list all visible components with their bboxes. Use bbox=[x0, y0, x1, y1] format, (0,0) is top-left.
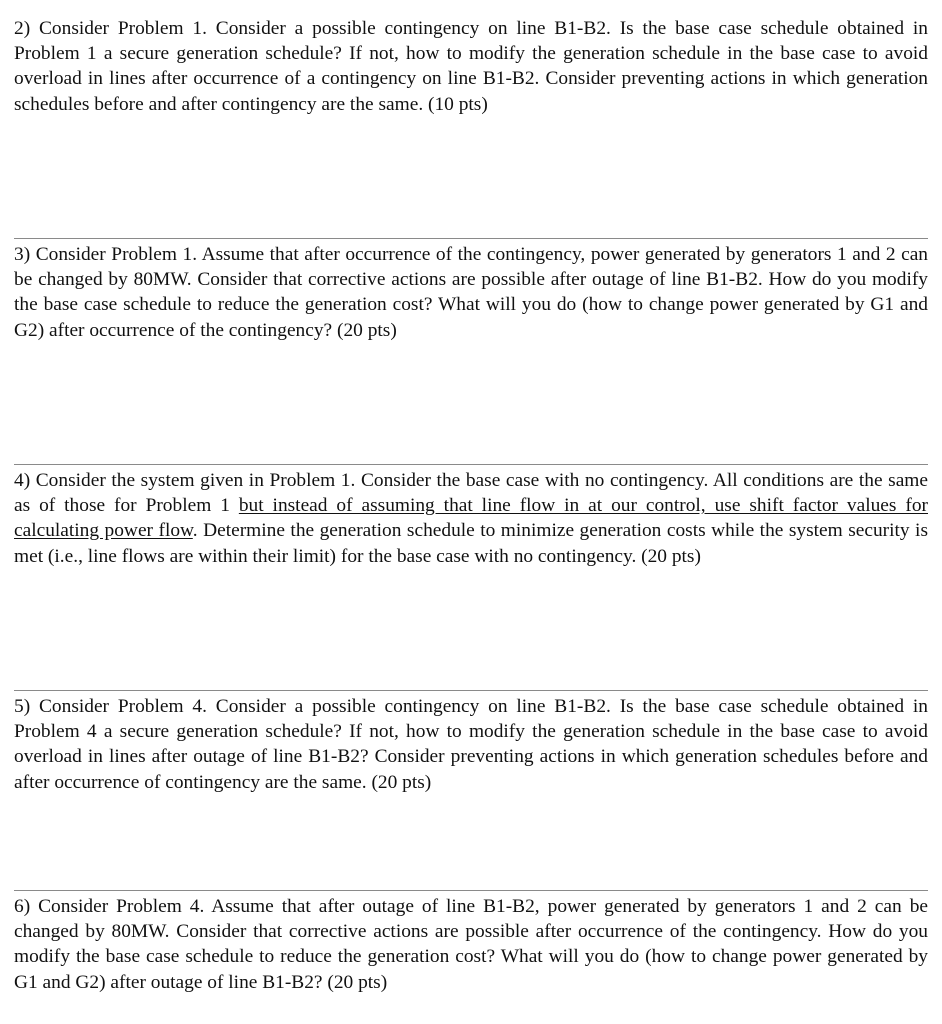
separator-line bbox=[14, 238, 928, 239]
problem-3-text: 3) Consider Problem 1. Assume that after occurrence of the contingency, power generated by generators 1 and 2 can be changed by 80MW. Consider that corrective actions are possible after outage of line B1-B2. How do you modify the base case schedule to reduce the generation cost? What will you do (how to change power generated by G1 and G2) after occurrence of the contingency? (20 pts) bbox=[14, 244, 928, 341]
separator-line bbox=[14, 890, 928, 891]
problem-4-text bbox=[14, 468, 928, 569]
separator-line bbox=[14, 464, 928, 465]
problem-4-underlined-text: but instead of assuming that line flow in at our control, use shift factor values for calculating power flow bbox=[14, 495, 928, 542]
problem-5-text: 5) Consider Problem 4. Consider a possible contingency on line B1-B2. Is the base case schedule obtained in Problem 4 a secure generation schedule? If not, how to modify the generation schedule in the base case to avoid overload in lines after outage of line B1-B2? Consider preventing actions in which generation schedules before and after occurrence of contingency are the same. (20 pts) bbox=[14, 696, 928, 793]
problem-2-text: 2) Consider Problem 1. Consider a possible contingency on line B1-B2. Is the base case schedule obtained in Problem 1 a secure generation schedule? If not, how to modify the generation schedule in the base case to avoid overload in lines after occurrence of a contingency on line B1-B2. Consider preventing actions in which generation schedules before and after contingency are the same. (10 pts) bbox=[14, 18, 928, 115]
problem-4-text-before: 4) Consider the system given in Problem 1. Consider the base case with no contingency. All conditions are the same as of those for Problem 1 bbox=[14, 470, 928, 517]
problem-6-text: 6) Consider Problem 4. Assume that after outage of line B1-B2, power generated by generators 1 and 2 can be changed by 80MW. Consider that corrective actions are possible after occurrence of the contingency. How do you modify the base case schedule to reduce the generation cost? What will you do (how to change power generated by G1 and G2) after outage of line B1-B2? (20 pts) bbox=[14, 896, 928, 993]
problem-4-text-after: . Determine the generation schedule to minimize generation costs while the system security is met (i.e., line flows are within their limit) for the base case with no contingency. (20 pts) bbox=[14, 520, 928, 567]
separator-line bbox=[14, 690, 928, 691]
